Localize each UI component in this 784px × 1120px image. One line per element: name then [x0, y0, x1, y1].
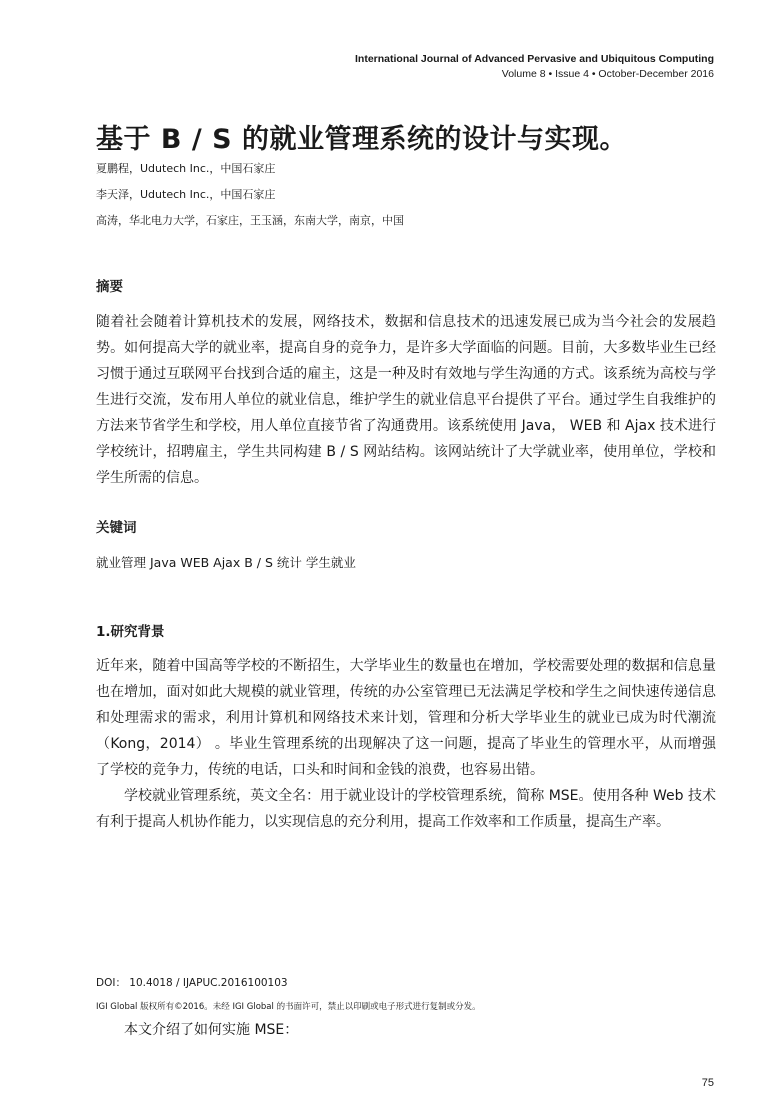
journal-issue: Volume 8 • Issue 4 • October-December 2016	[501, 68, 714, 80]
keywords-heading: 关键词	[96, 520, 137, 536]
keywords-list: 就业管理 Java WEB Ajax B / S 统计 学生就业	[96, 555, 356, 570]
section-1-paragraph: 近年来，随着中国高等学校的不断招生，大学毕业生的数量也在增加，学校需要处理的数据和信息量也在增加，面对如此大规模的就业管理，传统的办公室管理已无法满足学校和学生之间快速传递信息和处理需求的需求，利用计算机和网络技术来计划，管理和分析大学毕业生的就业已成为时代潮流（Kong，2014） 。毕业生管理系统的出现解决了这一问题，提高了毕业生的管理水平，从而增强了学校的竞争力，传统的电话，口头和时间和金钱的浪费，也容易出错。	[96, 658, 716, 778]
author-line: 李天泽，Udutech Inc.，中国石家庄	[96, 188, 276, 201]
journal-name: International Journal of Advanced Pervasive and Ubiquitous Computing	[355, 53, 714, 65]
abstract-heading: 摘要	[96, 279, 123, 295]
continuation-text: 本文介绍了如何实施 MSE：	[124, 1022, 299, 1038]
author-line: 夏鹏程，Udutech Inc.，中国石家庄	[96, 162, 276, 175]
section-1-body	[96, 653, 716, 835]
abstract-text: 随着社会随着计算机技术的发展，网络技术，数据和信息技术的迅速发展已成为当今社会的发展趋势。如何提高大学的就业率，提高自身的竞争力，是许多大学面临的问题。目前，大多数毕业生已经习惯于通过互联网平台找到合适的雇主，这是一种及时有效地与学生沟通的方式。该系统为高校与学生进行交流，发布用人单位的就业信息，维护学生的就业信息平台提供了平台。通过学生自我维护的方法来节省学生和学校，用人单位直接节省了沟通费用。该系统使用 Java， WEB 和 Ajax 技术进行学校统计，招聘雇主，学生共同构建 B / S 网站结构。该网站统计了大学就业率，使用单位，学校和学生所需的信息。	[96, 314, 716, 486]
doi: DOI： 10.4018 / IJAPUC.2016100103	[96, 977, 288, 989]
journal-header	[355, 52, 714, 82]
paper-title: 基于 B / S 的就业管理系统的设计与实现。	[96, 124, 627, 155]
author-line: 高涛，华北电力大学，石家庄，王玉涵，东南大学，南京，中国	[96, 214, 404, 227]
section-1-paragraph: 学校就业管理系统，英文全名：用于就业设计的学校管理系统，简称 MSE。使用各种 Web 技术有利于提高人机协作能力，以实现信息的充分利用，提高工作效率和工作质量，提高生产率。	[96, 788, 716, 830]
author-list	[96, 156, 404, 234]
copyright-notice: IGI Global 版权所有©2016。未经 IGI Global 的书面许可，禁止以印刷或电子形式进行复制或分发。	[96, 1002, 481, 1012]
section-1-heading: 1.研究背景	[96, 624, 165, 640]
page-number: 75	[701, 1077, 714, 1089]
